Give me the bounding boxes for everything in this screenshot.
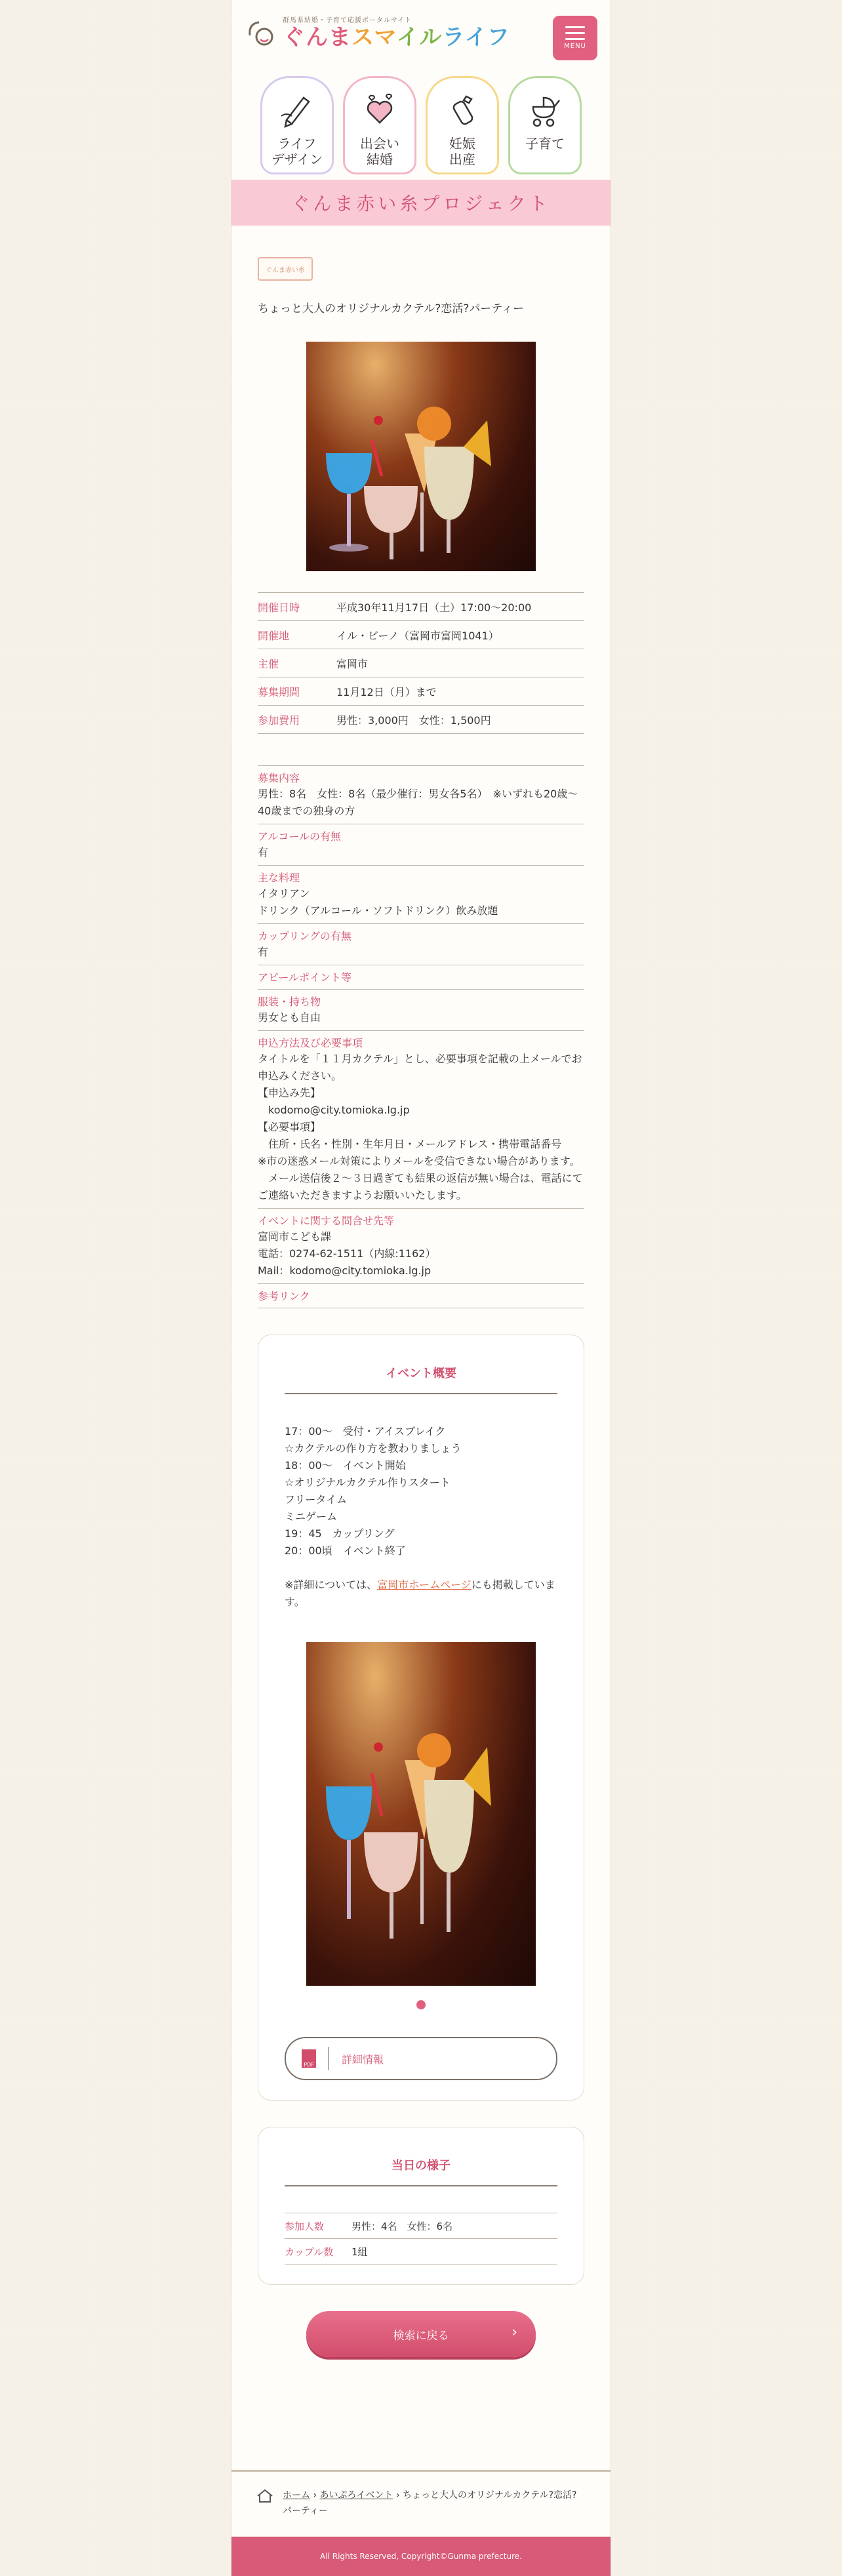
overview-photo [306, 1642, 536, 1986]
detail-value: 男女とも自由 [258, 1011, 321, 1024]
overview-note-suffix: にも掲載しています。 [285, 1579, 555, 1608]
category-meeting-marriage[interactable] [343, 76, 416, 174]
detail-value: タイトルを「１１月カクテル」とし、必要事項を記載の上メールでお申込みください。 【申込み先】 kodomo@city.tomioka.lg.jp 【必要事項】 住所・氏名・性別・生年月日・メールアドレス・携帯電話番号 ※市の迷惑メール対策によりメールを受信できない場合があります。 メール送信後２～３日過ぎても結果の返信が無い場合は、電話にてご連絡いただきますようお願いいたします。 [258, 1053, 583, 1201]
detail-value: 有 [258, 846, 269, 858]
page [231, 0, 611, 2576]
tomioka-homepage-link[interactable]: 富岡市ホームページ [377, 1579, 471, 1591]
event-photo [306, 342, 536, 571]
overview-body [285, 1423, 557, 1611]
day-key: 参加人数 [285, 2220, 325, 2232]
back-button-label: 検索に戻る [393, 2329, 449, 2343]
info-value: 11月12日（月）まで [336, 685, 437, 698]
info-key: 主催 [258, 657, 279, 670]
detail-key: 主な料理 [258, 872, 300, 884]
breadcrumb-current: ちょっと大人のオリジナルカクテル?恋活?パーティー [283, 2490, 577, 2516]
detail-item [258, 965, 584, 990]
category-nav [231, 73, 611, 178]
category-label: ライフ デザイン [271, 136, 323, 167]
day-row [285, 2239, 557, 2264]
detail-key: 服装・持ち物 [258, 996, 321, 1008]
event-series-logo: ぐんま赤い糸 [258, 257, 313, 281]
breadcrumb-events-link[interactable]: あいぷろイベント [319, 2490, 393, 2501]
logo-subtitle: 群馬県結婚・子育て応援ポータルサイト [283, 17, 412, 24]
detail-key: カップリングの有無 [258, 930, 351, 942]
info-value: 男性：3,000円 女性：1,500円 [336, 714, 491, 727]
breadcrumb-separator: › [393, 2490, 403, 2501]
detail-key: 申込方法及び必要事項 [258, 1037, 363, 1049]
menu-label: MENU [564, 43, 586, 50]
category-label: 妊娠 出産 [449, 136, 475, 167]
detail-value: 有 [258, 946, 269, 958]
detail-item [258, 824, 584, 866]
breadcrumb [231, 2470, 611, 2519]
category-life-design[interactable] [260, 76, 334, 174]
info-value: イル・ビーノ（富岡市富岡1041） [336, 629, 499, 642]
day-value: 男性：4名 女性：6名 [351, 2220, 453, 2232]
detail-item [258, 866, 584, 924]
info-value: 富岡市 [336, 657, 369, 670]
baby-bottle-icon [443, 90, 482, 129]
detail-item [258, 766, 584, 824]
breadcrumb-home-link[interactable]: ホーム [283, 2490, 310, 2501]
hearts-icon [360, 90, 399, 129]
carousel-dot[interactable] [416, 2000, 426, 2009]
info-key: 募集期間 [258, 685, 300, 698]
detail-key: 募集内容 [258, 772, 300, 784]
cocktail-image [306, 342, 536, 571]
info-row [258, 621, 584, 649]
hamburger-icon [565, 26, 585, 40]
category-label: 子育て [525, 136, 565, 151]
pdf-icon: PDF [302, 2049, 316, 2068]
detail-value: 男性：8名 女性：8名（最少催行：男女各5名） ※いずれも20歳～40歳までの独身の方 [258, 788, 578, 817]
menu-button[interactable] [553, 16, 597, 60]
logo-title: ぐんまスマイルライフ [283, 24, 510, 50]
detail-key: アルコールの有無 [258, 830, 342, 843]
category-label: 出会い 結婚 [360, 136, 399, 167]
stroller-icon [525, 90, 565, 129]
category-child-rearing[interactable] [508, 76, 582, 174]
detail-value: 富岡市こども課 電話：0274-62-1511（内線:1162） Mail：kodomo@city.tomioka.lg.jp [258, 1230, 436, 1277]
info-row [258, 649, 584, 677]
overview-schedule: 17：00～ 受付・アイスブレイク ☆カクテルの作り方を教わりましょう 18：00～ イベント開始 ☆オリジナルカクテル作りスタート フリータイム ミニゲーム 19：45 カップリング 20：00頃 イベント終了 [285, 1425, 462, 1557]
event-details [258, 765, 584, 1308]
day-key: カップル数 [285, 2245, 334, 2258]
site-header [231, 0, 611, 73]
chevron-right-icon: › [511, 2324, 517, 2341]
detail-item [258, 1284, 584, 1308]
pen-icon [277, 90, 317, 129]
copyright: All Rights Reserved, Copyright©Gunma prefecture. [231, 2537, 611, 2576]
event-title: ちょっと大人のオリジナルカクテル?恋活?パーティー [258, 302, 524, 315]
info-key: 開催日時 [258, 601, 300, 614]
detail-value: イタリアン ドリンク（アルコール・ソフトドリンク）飲み放題 [258, 887, 498, 917]
back-to-search-button[interactable] [306, 2311, 536, 2357]
overview-note: ※詳細については、 [285, 1579, 378, 1591]
detail-item [258, 924, 584, 965]
detail-item [258, 1209, 584, 1284]
smile-logo-icon [245, 16, 279, 50]
divider [328, 2047, 329, 2070]
detail-pdf-button[interactable] [285, 2037, 557, 2080]
event-info-table [258, 592, 584, 734]
day-row [285, 2213, 557, 2239]
info-row [258, 677, 584, 706]
overview-card [258, 1335, 584, 2101]
detail-item [258, 990, 584, 1031]
site-logo[interactable] [245, 14, 510, 50]
day-table [285, 2213, 557, 2264]
info-row [258, 593, 584, 621]
day-title: 当日の様子 [285, 2127, 557, 2186]
overview-title: イベント概要 [285, 1335, 557, 1394]
detail-key: イベントに関する問合せ先等 [258, 1215, 395, 1227]
detail-key: 参考リンク [258, 1290, 310, 1302]
info-row [258, 706, 584, 734]
home-icon [256, 2489, 273, 2503]
breadcrumb-separator: › [310, 2490, 320, 2501]
pdf-button-label: 詳細情報 [342, 2053, 384, 2066]
category-pregnancy-birth[interactable] [426, 76, 499, 174]
detail-item [258, 1031, 584, 1209]
info-key: 開催地 [258, 629, 290, 642]
cocktail-image [306, 1642, 536, 1986]
main-content [231, 257, 611, 2357]
info-value: 平成30年11月17日（土）17:00～20:00 [336, 601, 532, 614]
info-key: 参加費用 [258, 714, 300, 727]
page-title: ぐんま赤い糸プロジェクト [231, 180, 611, 226]
day-card [258, 2127, 584, 2285]
day-value: 1組 [351, 2245, 368, 2258]
detail-key: アピールポイント等 [258, 971, 352, 984]
